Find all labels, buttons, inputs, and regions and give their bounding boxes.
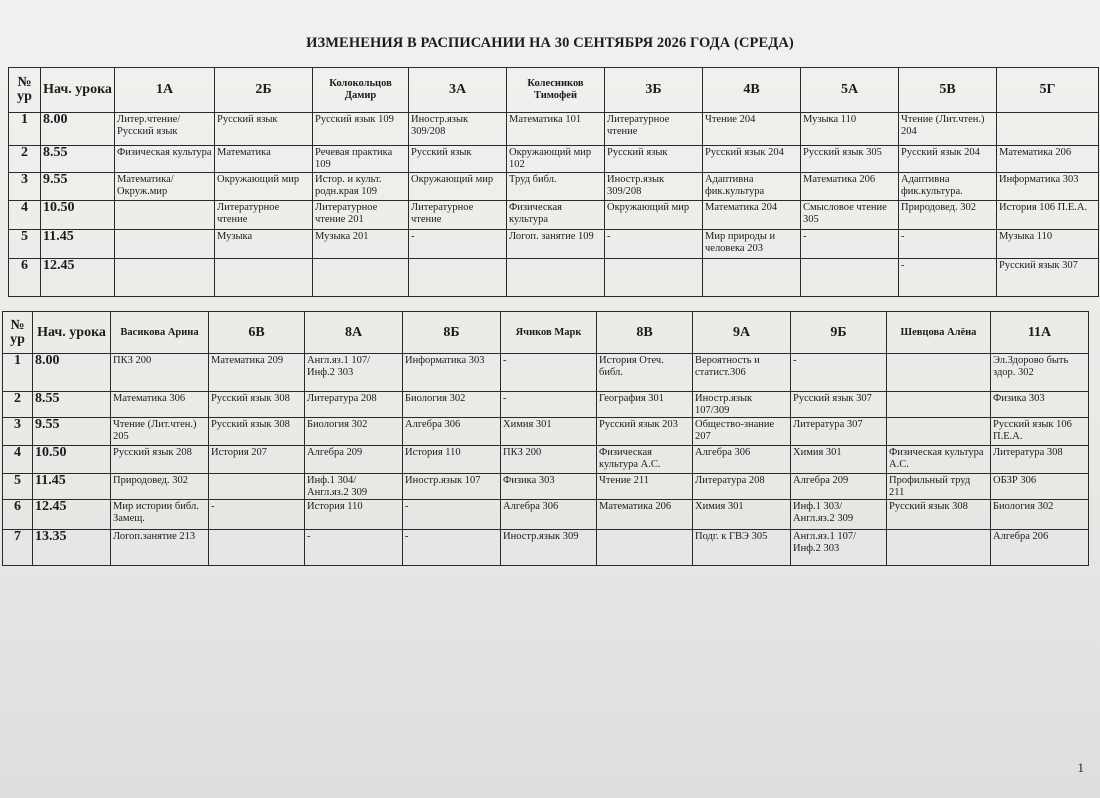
schedule-cell: Информатика 303	[403, 354, 501, 392]
schedule-cell: Адаптивна фик.культура	[703, 173, 801, 201]
schedule-cell: Биология 302	[305, 418, 403, 446]
table-row	[3, 418, 1089, 446]
table-row	[3, 392, 1089, 418]
schedule-cell: Чтение 211	[597, 474, 693, 500]
schedule-cell: Смысловое чтение 305	[801, 201, 899, 230]
schedule-cell: Литературное чтение	[409, 201, 507, 230]
table-row	[9, 230, 1099, 259]
schedule-cell: Иностр.язык 107/309	[693, 392, 791, 418]
schedule-cell: Инф.1 304/ Англ.яз.2 309	[305, 474, 403, 500]
schedule-cell: Литературное чтение 201	[313, 201, 409, 230]
schedule-cell	[115, 230, 215, 259]
header-lesson-number: № ур	[3, 312, 33, 354]
lesson-number: 6	[9, 259, 41, 297]
lesson-start-time: 8.00	[33, 354, 111, 392]
schedule-cell: -	[501, 392, 597, 418]
column-header: 1А	[115, 68, 215, 113]
lesson-number: 3	[9, 173, 41, 201]
schedule-cell: Русский язык 204	[899, 146, 997, 173]
schedule-cell: -	[791, 354, 887, 392]
schedule-cell: Чтение (Лит.чтен.) 205	[111, 418, 209, 446]
schedule-cell: -	[209, 500, 305, 530]
table-row	[9, 259, 1099, 297]
table-header-row	[3, 312, 1089, 354]
column-header: 5А	[801, 68, 899, 113]
schedule-cell: Адаптивна фик.культура.	[899, 173, 997, 201]
schedule-cell: Химия 301	[501, 418, 597, 446]
schedule-cell: -	[605, 230, 703, 259]
column-header: 9А	[693, 312, 791, 354]
table-row	[3, 354, 1089, 392]
schedule-cell: -	[409, 230, 507, 259]
schedule-cell: Мир природы и человека 203	[703, 230, 801, 259]
schedule-cell: Математика 206	[801, 173, 899, 201]
schedule-cell: Химия 301	[791, 446, 887, 474]
lesson-start-time: 10.50	[33, 446, 111, 474]
schedule-cell: Литература 308	[991, 446, 1089, 474]
column-header: 3Б	[605, 68, 703, 113]
table-row	[9, 146, 1099, 173]
schedule-cell: Логоп.занятие 213	[111, 530, 209, 566]
schedule-cell: Общество-знание 207	[693, 418, 791, 446]
schedule-cell: Математика 209	[209, 354, 305, 392]
schedule-cell: Физика 303	[991, 392, 1089, 418]
schedule-cell: Русский язык 308	[209, 418, 305, 446]
schedule-cell: Биология 302	[991, 500, 1089, 530]
schedule-cell: Русский язык 305	[801, 146, 899, 173]
column-header: 8А	[305, 312, 403, 354]
schedule-cell	[313, 259, 409, 297]
schedule-cell: Математика 206	[997, 146, 1099, 173]
schedule-cell: Литература 307	[791, 418, 887, 446]
lesson-start-time: 11.45	[33, 474, 111, 500]
schedule-cell	[887, 392, 991, 418]
schedule-cell: Литературное чтение	[215, 201, 313, 230]
schedule-cell: ОБЗР 306	[991, 474, 1089, 500]
column-header: Ячиков Марк	[501, 312, 597, 354]
lesson-start-time: 13.35	[33, 530, 111, 566]
table-header-row	[9, 68, 1099, 113]
schedule-cell: Литературное чтение	[605, 113, 703, 146]
schedule-cell: Чтение 204	[703, 113, 801, 146]
table-row	[9, 201, 1099, 230]
schedule-cell: Подг. к ГВЭ 305	[693, 530, 791, 566]
column-header: Васикова Арина	[111, 312, 209, 354]
column-header: Колокольцов Дамир	[313, 68, 409, 113]
schedule-cell: Биология 302	[403, 392, 501, 418]
schedule-cell: Эл.Здорово быть здор. 302	[991, 354, 1089, 392]
lesson-number: 5	[3, 474, 33, 500]
table-row	[9, 113, 1099, 146]
schedule-cell: -	[305, 530, 403, 566]
schedule-cell: Физическая культура А.С.	[887, 446, 991, 474]
schedule-cell: Литература 208	[305, 392, 403, 418]
table-row	[3, 446, 1089, 474]
schedule-cell: ПКЗ 200	[501, 446, 597, 474]
schedule-cell: История 110	[305, 500, 403, 530]
schedule-cell: Физическая культура А.С.	[597, 446, 693, 474]
schedule-cell: Литература 208	[693, 474, 791, 500]
lesson-start-time: 11.45	[41, 230, 115, 259]
lesson-start-time: 8.55	[33, 392, 111, 418]
lesson-number: 5	[9, 230, 41, 259]
schedule-cell: Музыка	[215, 230, 313, 259]
column-header: 2Б	[215, 68, 313, 113]
schedule-cell: Иностр.язык 309/208	[605, 173, 703, 201]
schedule-cell: Алгебра 209	[305, 446, 403, 474]
schedule-cell: Русский язык 307	[791, 392, 887, 418]
schedule-cell: Англ.яз.1 107/ Инф.2 303	[305, 354, 403, 392]
schedule-cell	[597, 530, 693, 566]
schedule-cell: Русский язык 208	[111, 446, 209, 474]
schedule-cell: -	[403, 530, 501, 566]
schedule-cell: Труд библ.	[507, 173, 605, 201]
schedule-cell: Химия 301	[693, 500, 791, 530]
lesson-start-time: 9.55	[41, 173, 115, 201]
column-header: 8Б	[403, 312, 501, 354]
schedule-cell: Чтение (Лит.чтен.) 204	[899, 113, 997, 146]
schedule-cell	[115, 201, 215, 230]
page-title: ИЗМЕНЕНИЯ В РАСПИСАНИИ НА 30 СЕНТЯБРЯ 2026 ГОДА (СРЕДА)	[306, 35, 794, 51]
schedule-cell: Музыка 201	[313, 230, 409, 259]
schedule-cell: -	[403, 500, 501, 530]
schedule-cell: Окружающий мир 102	[507, 146, 605, 173]
schedule-cell: Физика 303	[501, 474, 597, 500]
schedule-cell: Физическая культура	[507, 201, 605, 230]
schedule-cell: Математика 101	[507, 113, 605, 146]
column-header: 3А	[409, 68, 507, 113]
schedule-cell: Алгебра 306	[693, 446, 791, 474]
column-header: 11А	[991, 312, 1089, 354]
lesson-number: 6	[3, 500, 33, 530]
lesson-number: 4	[3, 446, 33, 474]
schedule-cell	[703, 259, 801, 297]
schedule-cell: Русский язык	[605, 146, 703, 173]
schedule-cell: Русский язык 308	[887, 500, 991, 530]
schedule-cell: Русский язык	[409, 146, 507, 173]
schedule-cell: Литер.чтение/ Русский язык	[115, 113, 215, 146]
schedule-cell	[115, 259, 215, 297]
schedule-cell: Алгебра 209	[791, 474, 887, 500]
schedule-cell: Информатика 303	[997, 173, 1099, 201]
schedule-cell: Русский язык 109	[313, 113, 409, 146]
column-header: Колесников Тимофей	[507, 68, 605, 113]
schedule-cell	[409, 259, 507, 297]
schedule-cell: -	[899, 259, 997, 297]
column-header: 6В	[209, 312, 305, 354]
schedule-cell: История 110	[403, 446, 501, 474]
schedule-cell: История 106 П.Е.А.	[997, 201, 1099, 230]
schedule-cell	[209, 474, 305, 500]
schedule-cell	[209, 530, 305, 566]
schedule-cell: Физическая культура	[115, 146, 215, 173]
schedule-cell: Инф.1 303/ Англ.яз.2 309	[791, 500, 887, 530]
table-row	[3, 474, 1089, 500]
schedule-cell: Математика/ Окруж.мир	[115, 173, 215, 201]
column-header: 8В	[597, 312, 693, 354]
schedule-cell: История Отеч. библ.	[597, 354, 693, 392]
lesson-number: 2	[3, 392, 33, 418]
table-row	[3, 530, 1089, 566]
lesson-start-time: 12.45	[33, 500, 111, 530]
schedule-cell: Иностр.язык 107	[403, 474, 501, 500]
schedule-cell: Русский язык 203	[597, 418, 693, 446]
schedule-cell: Иностр.язык 309	[501, 530, 597, 566]
schedule-cell: Русский язык	[215, 113, 313, 146]
schedule-cell: Математика 206	[597, 500, 693, 530]
schedule-cell: Русский язык 204	[703, 146, 801, 173]
schedule-cell: Русский язык 307	[997, 259, 1099, 297]
header-lesson-number: № ур	[9, 68, 41, 113]
schedule-cell: Англ.яз.1 107/ Инф.2 303	[791, 530, 887, 566]
column-header: 5В	[899, 68, 997, 113]
column-header: 9Б	[791, 312, 887, 354]
column-header: Шевцова Алёна	[887, 312, 991, 354]
schedule-cell: ПКЗ 200	[111, 354, 209, 392]
schedule-cell: Алгебра 306	[403, 418, 501, 446]
column-header: 4В	[703, 68, 801, 113]
table-row	[9, 173, 1099, 201]
schedule-cell: Математика 204	[703, 201, 801, 230]
schedule-cell: Мир истории библ. Замещ.	[111, 500, 209, 530]
schedule-cell: История 207	[209, 446, 305, 474]
schedule-cell: Русский язык 106 П.Е.А.	[991, 418, 1089, 446]
schedule-cell: Речевая практика 109	[313, 146, 409, 173]
schedule-cell: Окружающий мир	[605, 201, 703, 230]
schedule-cell: Алгебра 206	[991, 530, 1089, 566]
lesson-start-time: 8.00	[41, 113, 115, 146]
schedule-table-2	[2, 311, 1089, 566]
lesson-start-time: 8.55	[41, 146, 115, 173]
column-header: 5Г	[997, 68, 1099, 113]
lesson-number: 3	[3, 418, 33, 446]
schedule-cell	[887, 418, 991, 446]
schedule-cell: -	[801, 230, 899, 259]
schedule-cell	[605, 259, 703, 297]
lesson-number: 1	[9, 113, 41, 146]
lesson-start-time: 10.50	[41, 201, 115, 230]
lesson-number: 1	[3, 354, 33, 392]
schedule-cell: Алгебра 306	[501, 500, 597, 530]
schedule-cell: Окружающий мир	[215, 173, 313, 201]
schedule-cell	[887, 530, 991, 566]
schedule-cell	[887, 354, 991, 392]
schedule-cell: -	[899, 230, 997, 259]
lesson-start-time: 12.45	[41, 259, 115, 297]
lesson-number: 7	[3, 530, 33, 566]
table-row	[3, 500, 1089, 530]
schedule-cell: Истор. и культ. родн.края 109	[313, 173, 409, 201]
schedule-cell: Природовед. 302	[899, 201, 997, 230]
schedule-cell: Природовед. 302	[111, 474, 209, 500]
schedule-cell: Музыка 110	[997, 230, 1099, 259]
lesson-start-time: 9.55	[33, 418, 111, 446]
schedule-cell: География 301	[597, 392, 693, 418]
schedule-cell	[801, 259, 899, 297]
schedule-cell: Окружающий мир	[409, 173, 507, 201]
schedule-cell: Математика	[215, 146, 313, 173]
schedule-cell: Логоп. занятие 109	[507, 230, 605, 259]
schedule-cell	[997, 113, 1099, 146]
schedule-cell: Математика 306	[111, 392, 209, 418]
schedule-cell: Музыка 110	[801, 113, 899, 146]
schedule-table-1	[8, 67, 1099, 297]
schedule-cell: -	[501, 354, 597, 392]
schedule-cell: Русский язык 308	[209, 392, 305, 418]
schedule-cell	[507, 259, 605, 297]
lesson-number: 2	[9, 146, 41, 173]
lesson-number: 4	[9, 201, 41, 230]
schedule-cell: Профильный труд 211	[887, 474, 991, 500]
schedule-cell: Иностр.язык 309/208	[409, 113, 507, 146]
header-start-time: Нач. урока	[33, 312, 111, 354]
schedule-cell	[215, 259, 313, 297]
page-number: 1	[1077, 760, 1084, 775]
schedule-cell: Вероятность и статист.306	[693, 354, 791, 392]
header-start-time: Нач. урока	[41, 68, 115, 113]
